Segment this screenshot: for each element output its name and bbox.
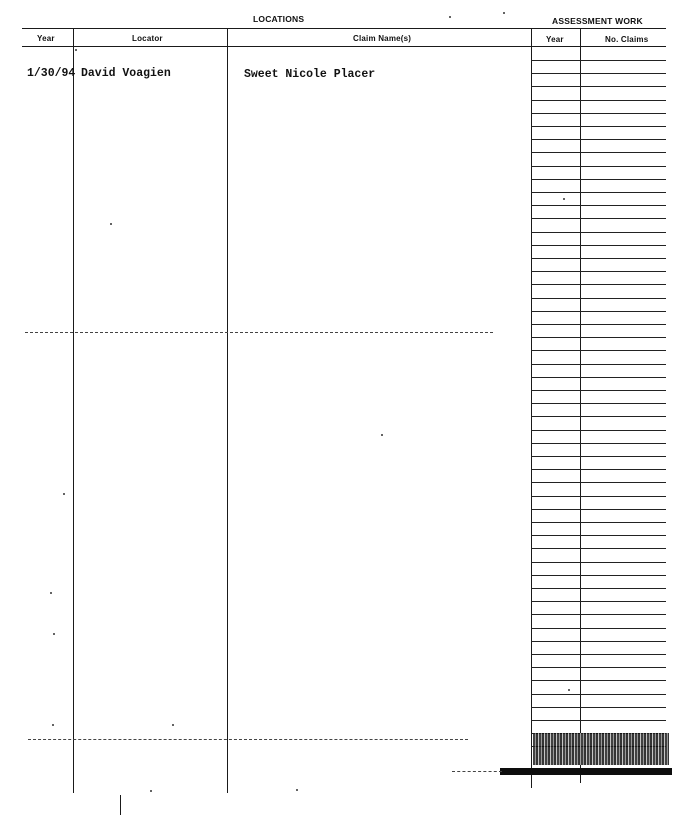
footer-tick	[120, 795, 121, 815]
assessment-ruled-line	[531, 258, 666, 259]
assessment-ruled-line	[531, 192, 666, 193]
speck	[75, 49, 77, 51]
assessment-ruled-line	[531, 641, 666, 642]
assessment-ruled-line	[531, 694, 666, 695]
assessment-ruled-line	[531, 245, 666, 246]
assessment-ruled-line	[531, 152, 666, 153]
assessment-ruled-line	[531, 522, 666, 523]
assessment-ruled-line	[531, 86, 666, 87]
assessment-ruled-line	[531, 416, 666, 417]
assessment-ruled-line	[531, 456, 666, 457]
locator-column-header: Locator	[132, 34, 163, 43]
assessment-ruled-line	[531, 562, 666, 563]
assessment-ruled-line	[531, 496, 666, 497]
assessment-ruled-line	[531, 337, 666, 338]
assessment-ruled-line	[531, 535, 666, 536]
assessment-ruled-line	[531, 179, 666, 180]
assessment-ruled-line	[531, 601, 666, 602]
entry-claim-name: Sweet Nicole Placer	[244, 68, 376, 81]
assessment-ruled-line	[531, 403, 666, 404]
assessment-ruled-line	[531, 311, 666, 312]
scan-artifact-tail	[452, 771, 502, 772]
speck	[110, 223, 112, 225]
claim-assessment-divider	[531, 28, 532, 788]
assessment-ruled-line	[531, 271, 666, 272]
assessment-ruled-line	[531, 284, 666, 285]
assessment-ruled-line	[531, 324, 666, 325]
speck	[53, 633, 55, 635]
header-bottom-rule	[22, 46, 666, 47]
speck	[50, 592, 52, 594]
year-column-header: Year	[37, 34, 55, 43]
assessment-ruled-line	[531, 377, 666, 378]
assessment-ruled-line	[531, 205, 666, 206]
assessment-ruled-line	[531, 430, 666, 431]
assessment-ruled-line	[531, 139, 666, 140]
assessment-ruled-line	[531, 720, 666, 721]
speck	[63, 493, 65, 495]
assessment-year-claims-divider	[580, 28, 581, 783]
entry-locator: David Voagien	[81, 67, 171, 80]
assessment-year-column-header: Year	[546, 35, 564, 44]
entry-year: 1/30/94	[27, 67, 76, 80]
assessment-ruled-line	[531, 364, 666, 365]
assessment-ruled-line	[531, 100, 666, 101]
assessment-ruled-line	[531, 166, 666, 167]
assessment-ruled-line	[531, 298, 666, 299]
fold-line-lower	[28, 739, 468, 740]
speck	[568, 689, 570, 691]
locator-claim-divider	[227, 28, 228, 793]
assessment-ruled-line	[531, 509, 666, 510]
assessment-ruled-line	[531, 350, 666, 351]
assessment-ruled-line	[531, 390, 666, 391]
assessment-ruled-line	[531, 628, 666, 629]
assessment-work-heading: ASSESSMENT WORK	[552, 16, 643, 26]
assessment-ruled-line	[531, 482, 666, 483]
assessment-ruled-line	[531, 588, 666, 589]
assessment-ruled-line	[531, 667, 666, 668]
speck	[381, 434, 383, 436]
assessment-ruled-line	[531, 575, 666, 576]
speck	[503, 12, 505, 14]
assessment-ruled-line	[531, 126, 666, 127]
speck	[449, 16, 451, 18]
assessment-ruled-line	[531, 469, 666, 470]
assessment-ruled-line	[531, 614, 666, 615]
assessment-ruled-line	[531, 113, 666, 114]
year-locator-divider	[73, 28, 74, 793]
speck	[563, 198, 565, 200]
speck	[172, 724, 174, 726]
assessment-ruled-line	[531, 443, 666, 444]
assessment-ruled-line	[531, 707, 666, 708]
assessment-ruled-line	[531, 654, 666, 655]
scan-artifact-bar	[500, 768, 672, 775]
assessment-ruled-line	[531, 218, 666, 219]
assessment-ruled-line	[531, 548, 666, 549]
assessment-ruled-line	[531, 73, 666, 74]
assessment-ruled-line	[531, 60, 666, 61]
fold-line-upper	[25, 332, 493, 333]
scan-artifact-block	[533, 733, 669, 765]
speck	[150, 790, 152, 792]
no-claims-column-header: No. Claims	[605, 35, 649, 44]
claim-names-column-header: Claim Name(s)	[353, 34, 412, 43]
speck	[52, 724, 54, 726]
assessment-ruled-line	[531, 680, 666, 681]
assessment-ruled-line	[531, 232, 666, 233]
header-top-rule	[22, 28, 666, 29]
locations-heading: LOCATIONS	[253, 14, 305, 24]
speck	[296, 789, 298, 791]
